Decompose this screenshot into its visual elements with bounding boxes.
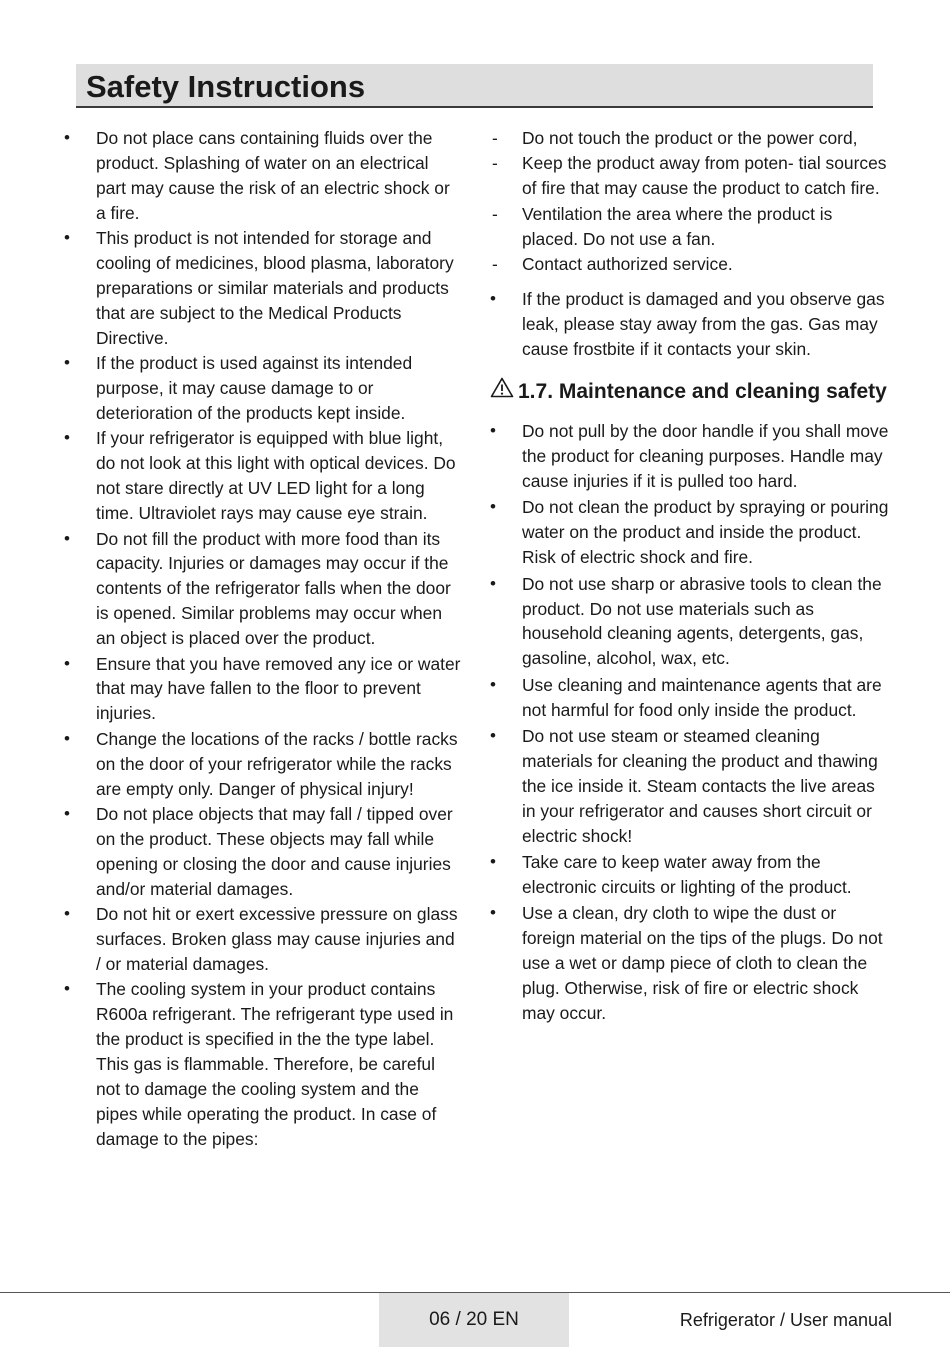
page-title: Safety Instructions [86, 69, 366, 104]
list-item: • Use cleaning and maintenance agents that are not harmful for food only inside the product. [490, 674, 882, 720]
warning-triangle-icon [490, 376, 514, 407]
list-item: - Keep the product away from poten- tial sources of fire that may cause the product to catch fire. [492, 153, 887, 199]
list-item: • The cooling system in your product contains R600a refrigerant. The refrigerant type used in the product is specified in the the type label. This gas is flammable. Therefore, be careful not to damage the cooling system and the pipes while operating the product. In case of damage to the pipes: [64, 979, 454, 1149]
maintenance-bullet-list [488, 419, 890, 1026]
left-column [62, 126, 462, 1152]
page-number: 06 / 20 EN [379, 1293, 569, 1347]
list-item: • Do not use steam or steamed cleaning materials for cleaning the product and thawing the ice inside it. Steam contacts the live areas in your refrigerator and causes short circuit or electric shock! [490, 726, 878, 846]
bullet-icon: • [64, 653, 70, 673]
dash-icon: - [492, 254, 498, 275]
manual-title: Refrigerator / User manual [679, 1310, 892, 1330]
pipe-damage-dash-list [488, 126, 890, 277]
list-item: • If the product is used against its intended purpose, it may cause damage to or deterioration of the products kept inside. [64, 353, 413, 423]
bullet-icon: • [64, 528, 70, 548]
list-item: - Contact authorized service. [488, 252, 890, 277]
bullet-icon: • [64, 979, 70, 999]
bullet-icon: • [490, 852, 496, 872]
bullet-icon: • [64, 803, 70, 823]
list-item: • Do not place cans containing fluids over the product. Splashing of water on an electrical part may cause the risk of an electric shock or a fire. [64, 128, 450, 223]
list-item: - Do not touch the product or the power cord, [488, 126, 890, 151]
list-item: - Ventilation the area where the product is placed. Do not use a fan. [492, 203, 833, 249]
dash-icon: - [492, 203, 498, 224]
bullet-icon: • [64, 904, 70, 924]
list-item: • This product is not intended for storage and cooling of medicines, blood plasma, laboratory preparations or similar materials and products that are subject to the Medical Products Directive. [64, 228, 454, 348]
page-footer [0, 1292, 950, 1347]
section-title: 1.7. Maintenance and cleaning safety [518, 380, 887, 404]
right-column [488, 126, 890, 1027]
bullet-icon: • [64, 228, 70, 248]
gas-leak-list [488, 287, 890, 362]
list-item: • If the product is damaged and you observe gas leak, please stay away from the gas. Gas may cause frostbite if it contacts your skin. [490, 289, 885, 360]
dash-icon: - [492, 153, 498, 174]
list-item: • Do not pull by the door handle if you shall move the product for cleaning purposes. Handle may cause injuries if it is pulled too hard. [490, 421, 889, 491]
bullet-icon: • [490, 674, 496, 694]
bullet-icon: • [490, 421, 496, 441]
dash-icon: - [492, 128, 498, 148]
bullet-icon: • [490, 289, 496, 309]
list-item: • Ensure that you have removed any ice or water that may have fallen to the floor to prevent injuries. [64, 653, 461, 724]
list-item: • Do not place objects that may fall / tipped over on the product. These objects may fall while opening or closing the door and cause injuries and/or material damages. [64, 803, 453, 899]
list-item: • Change the locations of the racks / bottle racks on the door of your refrigerator while the racks are empty only. Danger of physical injury! [64, 728, 458, 799]
bullet-icon: • [490, 497, 496, 517]
list-item: • Do not clean the product by spraying or pouring water on the product and inside the product. Risk of electric shock and fire. [490, 497, 889, 568]
title-bar [76, 64, 873, 108]
bullet-icon: • [64, 353, 70, 373]
bullet-icon: • [490, 903, 496, 923]
bullet-icon: • [490, 726, 496, 746]
list-item: • Do not hit or exert excessive pressure on glass surfaces. Broken glass may cause injuries and / or material damages. [64, 904, 458, 974]
bullet-icon: • [64, 728, 70, 748]
list-item: • Take care to keep water away from the electronic circuits or lighting of the product. [490, 852, 852, 897]
bullet-icon: • [64, 428, 70, 448]
bullet-icon: • [64, 128, 70, 147]
bullet-icon: • [490, 573, 496, 593]
list-item: • If your refrigerator is equipped with blue light, do not look at this light with optical devices. Do not stare directly at UV LED light for a long time. Ultraviolet rays may cause eye strain. [64, 428, 456, 524]
list-item: • Do not fill the product with more food than its capacity. Injuries or damages may occur if the contents of the refrigerator falls when the door is opened. Similar problems may occur when an object is placed over the product. [64, 528, 451, 649]
list-item: • Do not use sharp or abrasive tools to clean the product. Do not use materials such as household cleaning agents, detergents, gas, gasoline, alcohol, wax, etc. [490, 573, 882, 669]
section-heading [490, 376, 890, 407]
list-item: • Use a clean, dry cloth to wipe the dust or foreign material on the tips of the plugs. Do not use a wet or damp piece of cloth to clean the plug. Otherwise, risk of fire or electric shock may occur. [490, 903, 883, 1023]
left-bullet-list [62, 126, 462, 1152]
